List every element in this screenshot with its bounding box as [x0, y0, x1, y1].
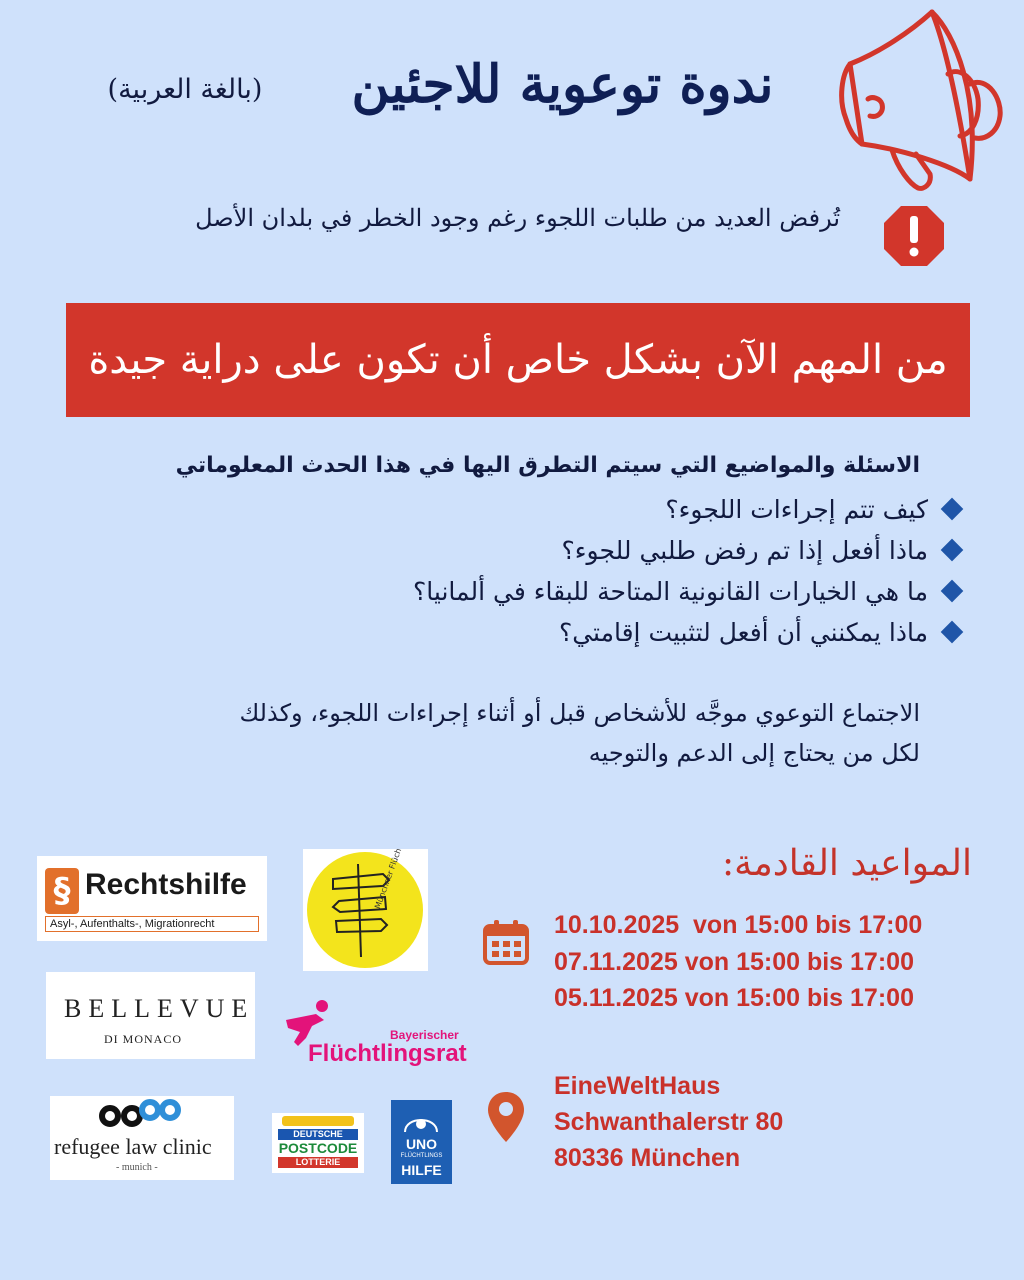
page-title: ندوة توعوية للاجئين	[351, 54, 774, 115]
diamond-bullet-icon	[941, 498, 964, 521]
muenchner-fluechtlingsrat-logo	[303, 849, 428, 971]
location-pin-icon	[486, 1090, 526, 1146]
fluechtlingsrat-label: Flüchtlingsrat	[308, 1040, 467, 1067]
rechtshilfe-name: Rechtshilfe	[85, 868, 247, 901]
postcode-line-3: LOTTERIE	[278, 1157, 358, 1168]
calendar-icon	[482, 918, 530, 966]
postcode-line-2: POSTCODE	[278, 1140, 358, 1156]
question-text: كيف تتم إجراءات اللجوء؟	[665, 494, 928, 524]
uno-fluechtlingshilfe-logo	[391, 1100, 452, 1184]
address-line: EineWeltHaus	[554, 1072, 721, 1100]
uno-line-2: FLÜCHTLINGS	[400, 1153, 443, 1159]
schedule-date: 10.10.2025 von 15:00 bis 17:00	[554, 911, 923, 939]
refugee-law-clinic-logo	[50, 1096, 234, 1180]
question-text: ما هي الخيارات القانونية المتاحة للبقاء في ألمانيا؟	[413, 576, 928, 606]
question-item	[200, 529, 960, 571]
rechtshilfe-logo	[37, 856, 267, 941]
title-language-note: (بالغة العربية)	[107, 74, 263, 105]
audience-line: الاجتماع التوعوي موجَّه للأشخاص قبل أو أثناء إجراءات اللجوء، وكذلك	[239, 699, 920, 727]
schedule-heading: المواعيد القادمة:	[722, 843, 972, 884]
paragraph-mark: §	[45, 868, 79, 914]
diamond-bullet-icon	[941, 539, 964, 562]
question-text: ماذا أفعل إذا تم رفض طلبي للجوء؟	[561, 535, 928, 565]
question-item	[200, 570, 960, 612]
unhcr-emblem	[401, 1106, 441, 1134]
schedule-date: 07.11.2025 von 15:00 bis 17:00	[554, 948, 914, 976]
address-line: Schwanthalerstr 80	[554, 1108, 784, 1136]
bellevue-name: BELLEVUE	[64, 994, 255, 1023]
question-item	[200, 488, 960, 530]
highlight-banner	[66, 303, 970, 417]
audience-line: لكل من يحتاج إلى الدعم والتوجيه	[588, 739, 920, 767]
rechtshilfe-subtitle: Asyl-, Aufenthalts-, Migrationrecht	[50, 918, 215, 930]
schedule-date: 05.11.2025 von 15:00 bis 17:00	[554, 984, 914, 1012]
bayerischer-fluechtlingsrat-logo	[272, 996, 467, 1072]
uno-line-3: HILFE	[401, 1162, 442, 1178]
question-item	[200, 611, 960, 653]
postcode-ribbon	[282, 1116, 354, 1126]
address-line: 80336 München	[554, 1144, 741, 1172]
refugee-law-clinic-symbol	[94, 1098, 184, 1128]
questions-heading: الاسئلة والمواضيع التي سيتم التطرق اليها في هذا الحدث المعلوماتي	[175, 453, 920, 478]
diamond-bullet-icon	[941, 621, 964, 644]
warning-octagon-icon	[882, 204, 946, 268]
bellevue-subtitle: DI MONACO	[104, 1032, 182, 1046]
banner-text: من المهم الآن بشكل خاص أن تكون على دراية جيدة	[88, 337, 948, 383]
postcode-line-1: DEUTSCHE	[278, 1129, 358, 1140]
megaphone-icon	[820, 4, 1015, 194]
uno-line-1: UNO	[405, 1136, 438, 1152]
postcode-lotterie-logo	[272, 1113, 364, 1173]
audience-paragraph	[70, 693, 920, 783]
bayerischer-label: Bayerischer	[390, 1028, 459, 1042]
diamond-bullet-icon	[941, 580, 964, 603]
question-text: ماذا يمكنني أن أفعل لتثبيت إقامتي؟	[558, 617, 928, 647]
refugee-law-clinic-subtitle: - munich -	[116, 1162, 158, 1173]
warning-text: تُرفض العديد من طلبات اللجوء رغم وجود الخطر في بلدان الأصل	[195, 204, 840, 232]
rechtshilfe-subtitle-box	[45, 916, 259, 932]
refugee-law-clinic-name: refugee law clinic	[54, 1134, 212, 1159]
bellevue-logo	[46, 972, 255, 1059]
